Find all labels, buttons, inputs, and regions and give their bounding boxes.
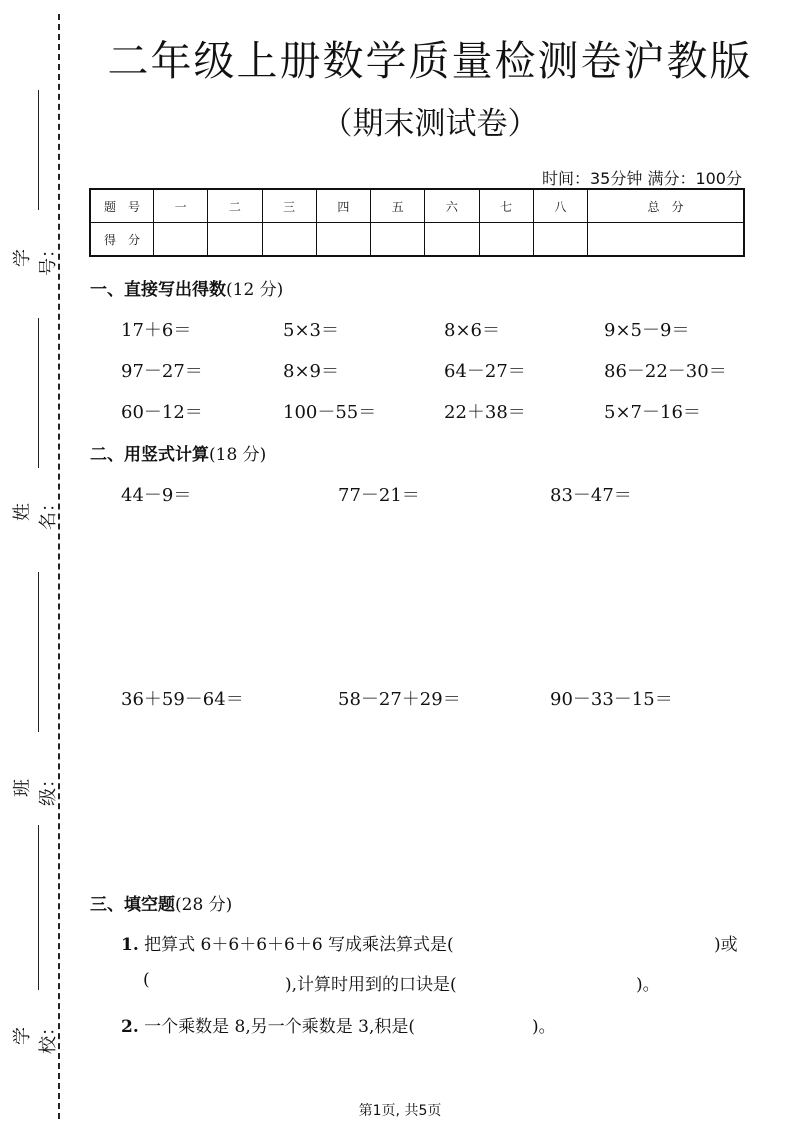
score-blank[interactable] xyxy=(316,223,370,257)
section-title: 二、用竖式计算 xyxy=(90,445,209,465)
problem: 100－55＝ xyxy=(283,402,377,423)
school-label: 学校： xyxy=(12,1018,59,1054)
table-cell: 总 分 xyxy=(588,189,745,223)
table-cell: 七 xyxy=(479,189,533,223)
question-text: 把算式 6＋6＋6＋6＋6 写成乘法算式是( xyxy=(144,935,454,955)
table-cell: 题 号 xyxy=(90,189,154,223)
score-blank[interactable] xyxy=(425,223,479,257)
class-blank-line xyxy=(38,572,39,732)
table-cell: 二 xyxy=(208,189,262,223)
problem: 97－27＝ xyxy=(121,361,203,382)
exam-time-info: 时间：35分钟 满分：100分 xyxy=(542,169,742,188)
page-number: 第1页, 共5页 xyxy=(358,1103,442,1119)
score-table-score-row xyxy=(90,223,744,257)
question-text: ( xyxy=(143,970,150,990)
name-blank-line xyxy=(38,318,39,468)
score-blank[interactable] xyxy=(371,223,425,257)
table-cell: 得 分 xyxy=(90,223,154,257)
question-text: 一个乘数是 8,另一个乘数是 3,积是( xyxy=(144,1017,416,1037)
score-blank[interactable] xyxy=(262,223,316,257)
section-3-heading xyxy=(90,890,232,915)
problem: 64－27＝ xyxy=(444,361,526,382)
section-1-heading xyxy=(90,275,283,300)
question-text: )。 xyxy=(532,1017,556,1037)
question-text: )。 xyxy=(636,975,660,995)
problem: 8×9＝ xyxy=(283,361,339,382)
problem: 83－47＝ xyxy=(550,485,632,506)
problem: 60－12＝ xyxy=(121,402,203,423)
page-title: 二年级上册数学质量检测卷沪教版 xyxy=(107,37,753,85)
section-title: 三、填空题 xyxy=(90,895,175,915)
class-label: 班级： xyxy=(12,770,59,806)
question-number: 2. xyxy=(121,1017,139,1037)
table-cell: 五 xyxy=(371,189,425,223)
problem: 5×7－16＝ xyxy=(604,402,701,423)
problem: 5×3＝ xyxy=(283,320,339,341)
problem: 77－21＝ xyxy=(338,485,420,506)
section-2-heading xyxy=(90,440,266,465)
table-cell: 四 xyxy=(316,189,370,223)
problem: 22＋38＝ xyxy=(444,402,526,423)
question-text: ),计算时用到的口诀是( xyxy=(285,975,457,995)
section-title: 一、直接写出得数 xyxy=(90,280,226,300)
problem: 17＋6＝ xyxy=(121,320,192,341)
problem: 90－33－15＝ xyxy=(550,689,673,710)
section-points: (12 分) xyxy=(226,280,284,300)
table-cell: 八 xyxy=(533,189,587,223)
section-points: (18 分) xyxy=(209,445,267,465)
page-subtitle: （期末测试卷） xyxy=(321,106,539,142)
score-blank[interactable] xyxy=(588,223,745,257)
name-label: 姓名： xyxy=(12,494,59,530)
score-blank[interactable] xyxy=(208,223,262,257)
school-blank-line xyxy=(38,825,39,990)
table-cell: 一 xyxy=(154,189,208,223)
problem: 36＋59－64＝ xyxy=(121,689,244,710)
problem: 86－22－30＝ xyxy=(604,361,727,382)
question-number: 1. xyxy=(121,935,139,955)
problem: 44－9＝ xyxy=(121,485,192,506)
student-id-label: 学号： xyxy=(12,240,59,276)
problem: 9×5－9＝ xyxy=(604,320,690,341)
problem: 58－27＋29＝ xyxy=(338,689,461,710)
binding-dashed-line xyxy=(58,14,60,1119)
score-blank[interactable] xyxy=(479,223,533,257)
score-table-header-row xyxy=(90,189,744,223)
score-blank[interactable] xyxy=(154,223,208,257)
student-id-blank-line xyxy=(38,90,39,210)
problem: 8×6＝ xyxy=(444,320,500,341)
section-points: (28 分) xyxy=(175,895,233,915)
table-cell: 六 xyxy=(425,189,479,223)
question-text: )或 xyxy=(714,935,738,955)
table-cell: 三 xyxy=(262,189,316,223)
question-2 xyxy=(121,1012,415,1037)
question-1-line-1 xyxy=(121,930,454,955)
score-blank[interactable] xyxy=(533,223,587,257)
score-table xyxy=(89,188,745,257)
